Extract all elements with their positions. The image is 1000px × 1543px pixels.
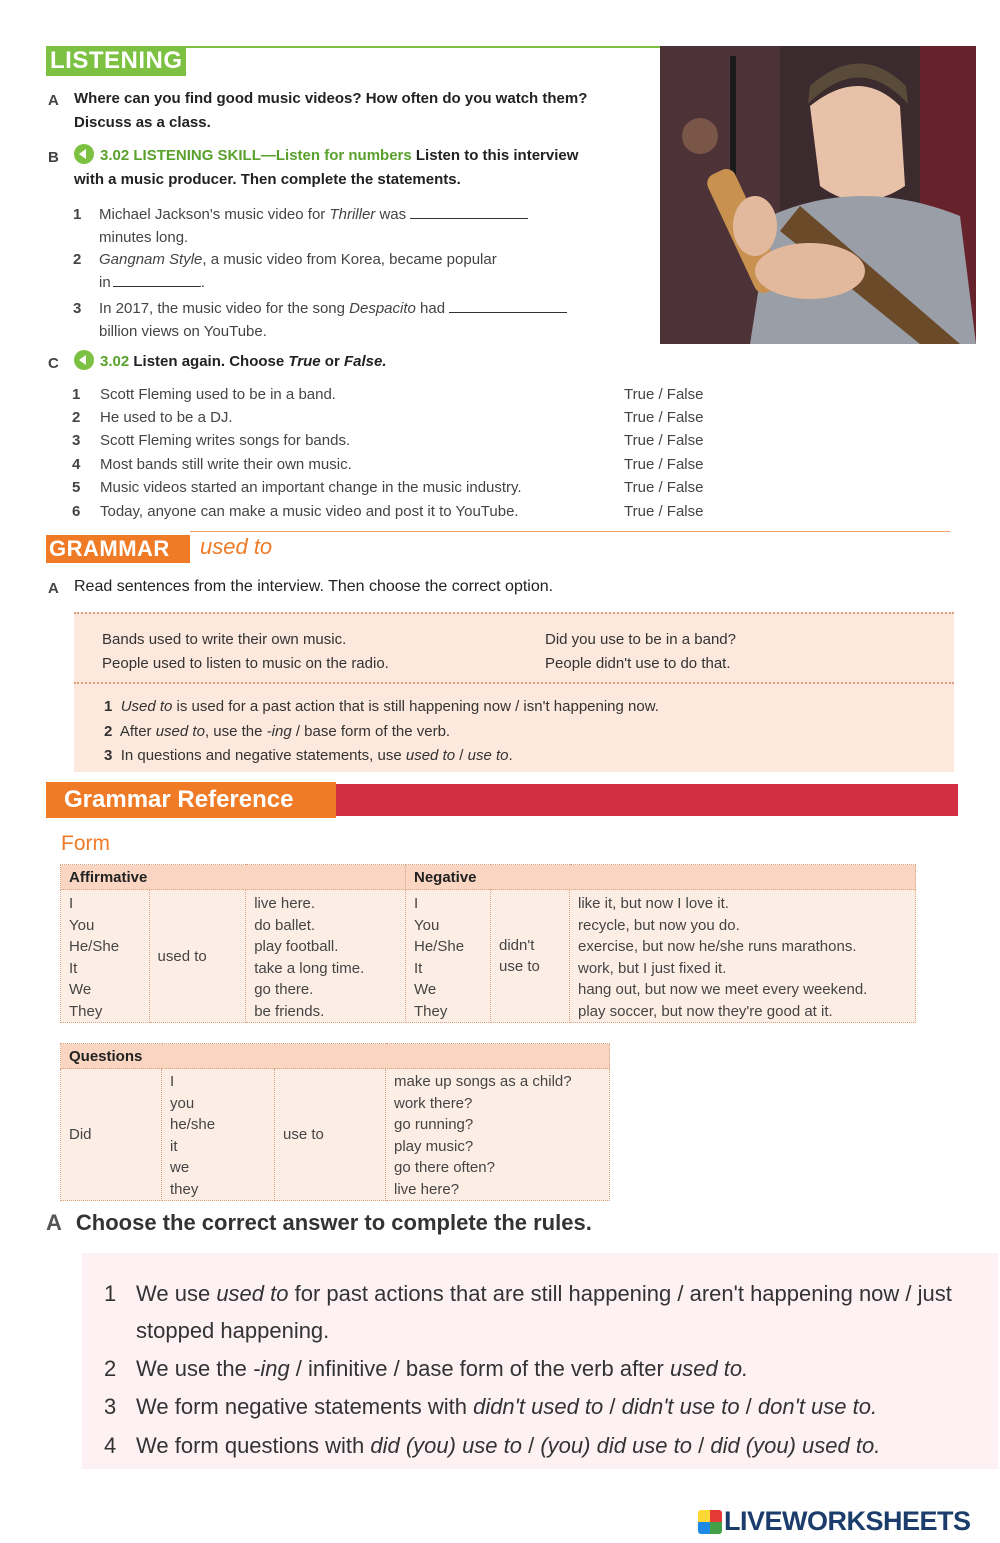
tf-row: [72, 432, 722, 455]
section-c-instr-or: or: [320, 353, 344, 370]
b-item-3-line2: billion views on YouTube.: [99, 323, 267, 340]
subject: I: [69, 895, 74, 912]
rule-italic: used to.: [669, 1356, 749, 1381]
rule-text: /: [691, 1433, 711, 1458]
rule-italic: didn't use to: [621, 1394, 740, 1419]
b-item-2: [73, 248, 593, 294]
tf-statement: Today, anyone can make a music video and post it to YouTube.: [100, 503, 519, 520]
rule-italic: used to: [216, 1281, 289, 1306]
b-item-1-text-post: was: [375, 206, 407, 223]
b-item-3-text: In 2017, the music video for the song: [99, 300, 350, 317]
subject: I: [414, 895, 419, 912]
rule-text: /: [739, 1394, 758, 1419]
b-item-2-line2-post: .: [200, 274, 205, 291]
negative-subjects: [406, 890, 491, 1023]
rule-2[interactable]: [104, 1350, 984, 1387]
grammar-option-3[interactable]: [104, 744, 659, 769]
affirmative-subjects: [61, 890, 150, 1023]
option-num: 3: [104, 747, 113, 764]
audio-icon[interactable]: [74, 144, 94, 164]
ending: take a long time.: [254, 959, 365, 977]
subject: It: [69, 959, 78, 977]
tf-statement: Scott Fleming writes songs for bands.: [100, 432, 351, 449]
rule-text: stopped happening.: [136, 1318, 330, 1343]
b-item-3: [73, 297, 613, 343]
rule-italic: did (you) used to.: [710, 1433, 881, 1458]
rules-box: [82, 1253, 998, 1469]
musician-illustration: [660, 46, 976, 344]
ending: play soccer, but now they're good at it.: [578, 1002, 833, 1020]
rule-num: 3: [104, 1394, 117, 1419]
affirmative-endings: [246, 890, 406, 1023]
section-c-instruction: [74, 350, 387, 374]
ending: do ballet.: [254, 916, 316, 934]
listening-skill-label: 3.02 LISTENING SKILL—Listen for numbers: [100, 147, 412, 164]
option-text: In questions and negative statements, use: [120, 747, 406, 764]
option-text: /: [455, 747, 468, 764]
grammar-option-2[interactable]: [104, 720, 659, 745]
rule-italic: -ing: [253, 1356, 290, 1381]
tf-row: [72, 409, 722, 432]
affirmative-verb: used to: [149, 890, 246, 1023]
tf-num: 5: [72, 479, 81, 496]
true-false-choice[interactable]: True / False: [624, 503, 704, 520]
rule-num: 4: [104, 1433, 117, 1458]
ending: go there often?: [394, 1159, 495, 1176]
grammar-header: GRAMMAR: [46, 535, 190, 563]
tf-num: 3: [72, 432, 81, 449]
subject: We: [414, 981, 437, 998]
option-text: .: [508, 747, 513, 764]
subject: they: [170, 1180, 199, 1198]
example-sentence: Bands used to write their own music.: [102, 631, 347, 648]
rule-text: We form negative statements with: [136, 1394, 474, 1419]
true-false-choice[interactable]: True / False: [624, 432, 704, 449]
b-item-1-title: Thriller: [329, 206, 376, 223]
ending: make up songs as a child?: [394, 1073, 572, 1090]
tf-row: [72, 503, 722, 526]
questions-header: Questions: [61, 1044, 610, 1069]
section-a-line1: Where can you find good music videos? How often do you watch them?: [74, 90, 588, 107]
subject: He/She: [414, 938, 465, 955]
tf-statement: Most bands still write their own music.: [100, 456, 352, 473]
ending: live here.: [254, 895, 316, 912]
subject: it: [170, 1137, 178, 1155]
rule-3[interactable]: [104, 1388, 984, 1425]
example-sentence: People used to listen to music on the radio.: [102, 655, 389, 672]
rule-num: 2: [104, 1356, 117, 1381]
rule-text: We use: [136, 1281, 217, 1306]
option-italic: used to: [155, 722, 205, 740]
negative-verb-line1: didn't: [499, 936, 535, 954]
section-b-letter: B: [48, 149, 59, 166]
rule-text: We form questions with: [136, 1433, 371, 1458]
negative-header: Negative: [406, 865, 916, 890]
option-italic: Used to: [120, 698, 173, 715]
questions-subjects: [162, 1069, 275, 1201]
section-b-line2: with a music producer. Then complete the statements.: [74, 171, 461, 188]
rule-italic: don't use to.: [757, 1394, 878, 1419]
subject: You: [69, 916, 95, 934]
b-item-3-num: 3: [73, 300, 82, 317]
option-num: 2: [104, 722, 113, 740]
subject: He/She: [69, 938, 120, 955]
option-text: After: [119, 722, 156, 740]
section-c-instr-true: True: [288, 353, 321, 370]
ending: like it, but now I love it.: [578, 895, 729, 912]
true-false-choice[interactable]: True / False: [624, 409, 704, 426]
subject: It: [414, 959, 423, 977]
rule-text: for past actions that are still happening / aren't happening now / just: [288, 1281, 952, 1306]
affirmative-header: Affirmative: [61, 865, 406, 890]
rule-4[interactable]: [104, 1427, 984, 1464]
grammar-rule: [190, 531, 950, 532]
true-false-choice[interactable]: True / False: [624, 479, 704, 496]
ending: work there?: [394, 1094, 473, 1112]
tf-row: [72, 386, 722, 409]
listening-header: LISTENING: [46, 46, 186, 76]
subject: They: [414, 1002, 448, 1020]
section-c-instr: Listen again. Choose: [133, 353, 289, 370]
negative-endings: [570, 890, 916, 1023]
tf-row: [72, 479, 722, 502]
b-item-1-text: Michael Jackson's music video for: [99, 206, 330, 223]
tf-num: 4: [72, 456, 81, 473]
subject: you: [170, 1094, 195, 1112]
rule-text: /: [603, 1394, 622, 1419]
rule-text: / infinitive / base form of the verb after: [289, 1356, 670, 1381]
rule-text: /: [522, 1433, 541, 1458]
b-item-2-line2-pre: in: [99, 274, 111, 291]
tf-num: 6: [72, 503, 81, 520]
option-text: is used for a past action that is still happening now / isn't happening now.: [172, 698, 659, 715]
grammar-a-instruction: Read sentences from the interview. Then choose the correct option.: [74, 578, 554, 595]
rule-italic: did (you) use to: [370, 1433, 522, 1458]
option-italic: used to: [405, 747, 456, 764]
ending: be friends.: [254, 1002, 325, 1020]
tf-statement: He used to be a DJ.: [100, 409, 233, 426]
section-c-letter: C: [48, 355, 59, 372]
exercise-letter: A: [46, 1210, 62, 1235]
rule-italic: (you) did use to: [540, 1433, 692, 1458]
examples-left: [102, 628, 389, 676]
option-italic: use to: [467, 747, 509, 764]
example-sentence: People didn't use to do that.: [545, 655, 731, 672]
blank-input-3[interactable]: [449, 298, 567, 313]
audio-icon[interactable]: [74, 350, 94, 370]
grammar-box-divider: [74, 682, 954, 684]
option-text: , use the: [204, 722, 267, 740]
section-a-line2: Discuss as a class.: [74, 114, 211, 131]
section-b-instruction: [74, 144, 664, 192]
option-num: 1: [104, 698, 113, 715]
rule-num: 1: [104, 1281, 117, 1306]
negative-verb-line2: use to: [499, 958, 540, 975]
section-a-question: [74, 87, 654, 135]
subject: I: [170, 1073, 175, 1090]
example-sentence: Did you use to be in a band?: [545, 631, 736, 648]
ending: recycle, but now you do.: [578, 916, 740, 934]
ending: play music?: [394, 1137, 474, 1155]
b-item-2-num: 2: [73, 251, 82, 268]
liveworksheets-logo: [698, 1506, 994, 1536]
b-item-1-num: 1: [73, 206, 82, 223]
true-false-choice[interactable]: True / False: [624, 386, 704, 403]
blank-input-2[interactable]: [113, 272, 201, 287]
rule-italic: didn't used to: [473, 1394, 604, 1419]
grammar-options: [104, 695, 659, 769]
grammar-option-1[interactable]: [104, 695, 659, 720]
ending: go running?: [394, 1116, 474, 1133]
tf-num: 1: [72, 386, 81, 403]
b-item-1-line2: minutes long.: [99, 229, 189, 246]
subject: They: [69, 1002, 103, 1020]
subject: he/she: [170, 1116, 216, 1133]
subject: We: [69, 981, 92, 998]
option-italic: -ing: [266, 722, 292, 740]
b-item-3-text-post: had: [415, 300, 446, 317]
musician-photo: [660, 46, 976, 344]
affirmative-negative-table: [60, 864, 916, 1023]
section-c-instr-false: False.: [343, 353, 387, 370]
negative-verb: [491, 890, 570, 1023]
b-item-1: [73, 203, 593, 249]
liveworksheets-logo-icon: [698, 1510, 722, 1534]
grammar-a-letter: A: [48, 580, 59, 597]
grammar-subtitle: used to: [200, 534, 273, 559]
ending: play football.: [254, 938, 339, 955]
grammar-reference-title: Grammar Reference: [46, 782, 336, 818]
questions-aux: Did: [61, 1069, 162, 1201]
section-b-line1-rest: Listen to this interview: [415, 147, 579, 164]
tf-num: 2: [72, 409, 81, 426]
ending: live here?: [394, 1180, 460, 1198]
b-item-2-text: , a music video from Korea, became popular: [202, 251, 497, 268]
true-false-choice[interactable]: True / False: [624, 456, 704, 473]
exercise-instruction: [46, 1210, 592, 1236]
section-a-letter: A: [48, 92, 59, 109]
tf-statement: Music videos started an important change in the music industry.: [100, 479, 522, 496]
form-label: Form: [61, 832, 110, 855]
rule-text: We use the: [136, 1356, 253, 1381]
examples-right: [545, 628, 736, 676]
blank-input-1[interactable]: [410, 204, 528, 219]
b-item-2-title: Gangnam Style: [99, 251, 203, 268]
rule-1[interactable]: [104, 1275, 984, 1349]
ending: go there.: [254, 981, 314, 998]
tf-row: [72, 456, 722, 479]
questions-endings: [386, 1069, 610, 1201]
grammar-box: [74, 612, 954, 772]
ending: exercise, but now he/she runs marathons.: [578, 938, 857, 955]
exercise-instruction-text: Choose the correct answer to complete the rules.: [75, 1210, 592, 1235]
subject: You: [414, 916, 440, 934]
questions-verb: use to: [275, 1069, 386, 1201]
questions-table: [60, 1043, 610, 1201]
option-text: / base form of the verb.: [291, 722, 451, 740]
subject: we: [170, 1159, 190, 1176]
ending: work, but I just fixed it.: [578, 959, 727, 977]
tf-statement: Scott Fleming used to be in a band.: [100, 386, 336, 403]
logo-text: LIVEWORKSHEETS: [724, 1506, 971, 1536]
b-item-3-title: Despacito: [349, 300, 416, 317]
ending: hang out, but now we meet every weekend.: [578, 981, 868, 998]
section-c-code: 3.02: [100, 353, 130, 370]
